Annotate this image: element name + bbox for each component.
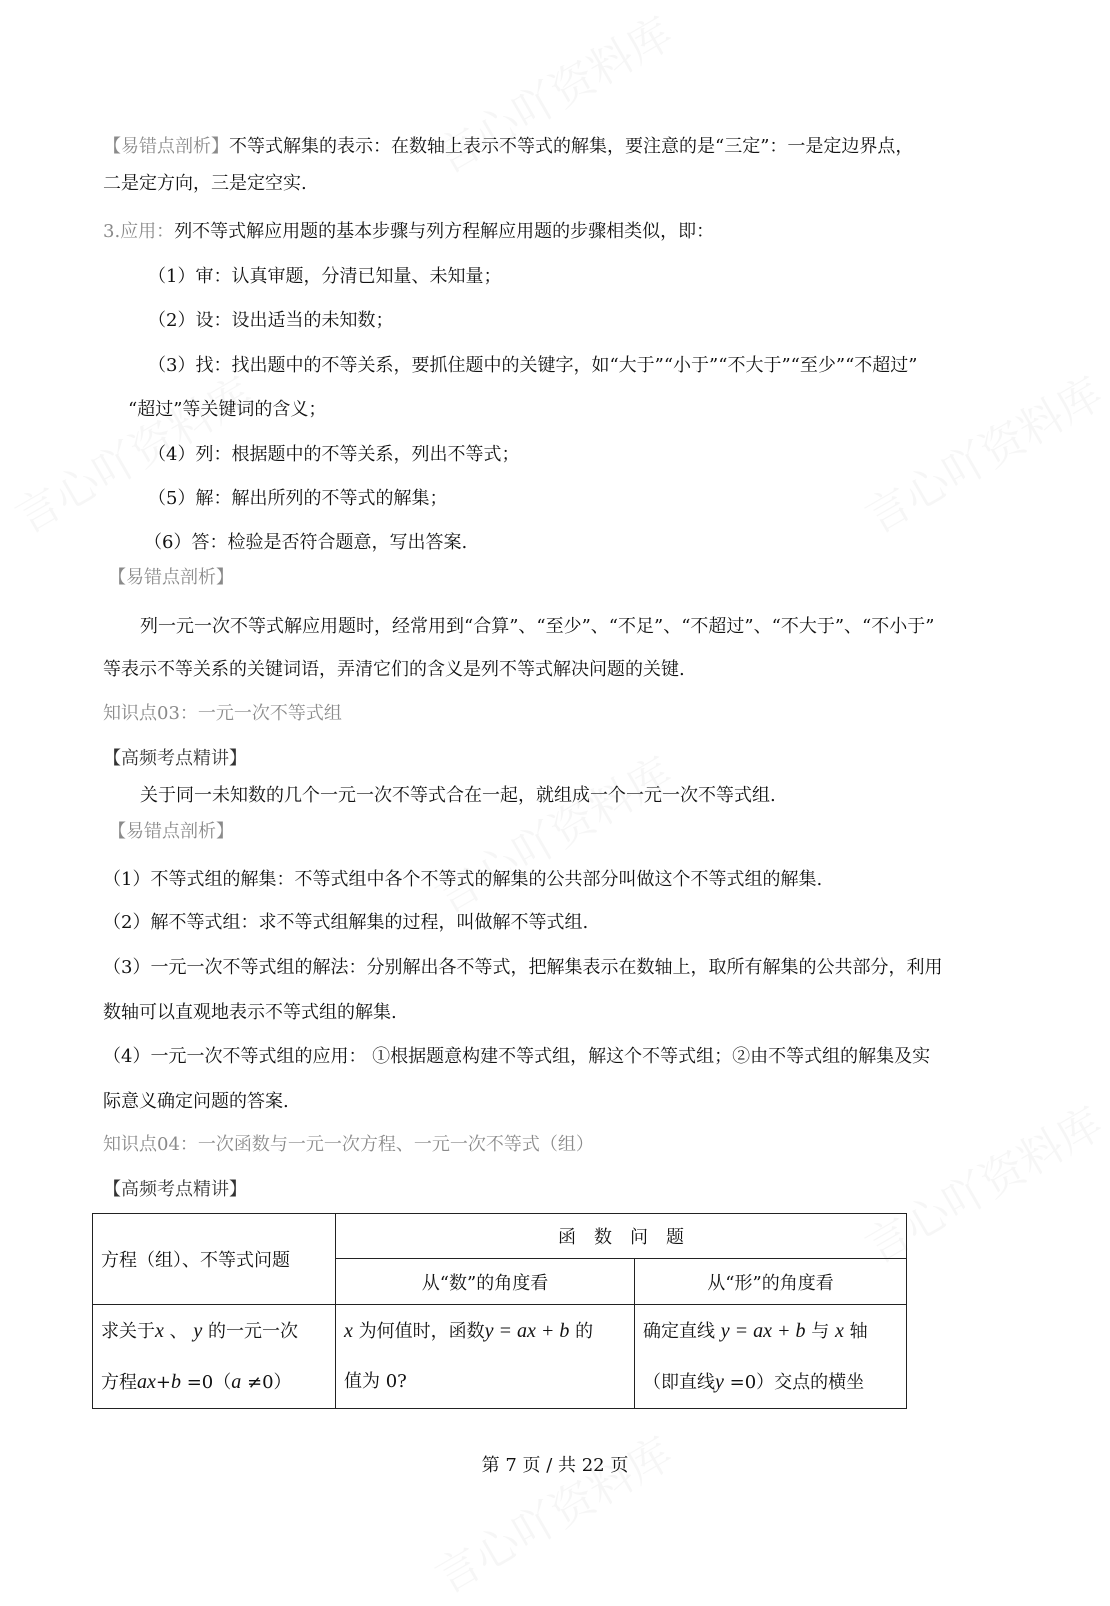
cell-text: 求关于	[101, 1320, 155, 1342]
cell-text: 轴	[849, 1320, 868, 1342]
text-line: 二是定方向，三是定空实.	[103, 173, 307, 194]
text-line	[103, 135, 913, 159]
line-text: 不等式解集的表示：在数轴上表示不等式的解集，要注意的是“三定”：一是定边界点，	[229, 136, 914, 157]
text-line: “超过”等关键词的含义；	[128, 399, 327, 420]
text-line: 数轴可以直观地表示不等式组的解集.	[103, 1002, 397, 1023]
text-line	[103, 220, 714, 244]
section-heading: 知识点03：一元一次不等式组	[103, 703, 342, 724]
cell-text: 方程	[101, 1371, 137, 1393]
watermark	[422, 1418, 683, 1605]
text-line: （3）一元一次不等式组的解法：分别解出各不等式，把解集表示在数轴上，取所有解集的公共部分，利用	[103, 957, 943, 978]
math: y = ax + b	[720, 1319, 806, 1342]
cell-text: 确定直线	[643, 1320, 715, 1342]
section-label: 【易错点剖析】	[103, 136, 229, 157]
cell-text: =0（	[186, 1371, 232, 1393]
math: y	[193, 1319, 203, 1342]
section-label: 3.应用：	[103, 221, 175, 242]
math: x	[834, 1319, 844, 1342]
table-cell	[336, 1305, 635, 1409]
cell-text: =0）交点的横坐	[729, 1371, 865, 1393]
table-cell	[635, 1305, 907, 1409]
page-footer: 第 7 页 / 共 22 页	[481, 1455, 629, 1476]
cell-text: ≠0）	[247, 1371, 292, 1393]
text-line: （2）设：设出适当的未知数；	[148, 310, 394, 331]
table-header: 从“形”的角度看	[635, 1259, 907, 1305]
watermark	[852, 358, 1110, 545]
text-line: （5）解：解出所列的不等式的解集；	[148, 488, 448, 509]
line-text: 列不等式解应用题的基本步骤与列方程解应用题的步骤相类似，即：	[174, 221, 715, 242]
section-label: 【高频考点精讲】	[103, 1179, 247, 1200]
text-line: （3）找：找出题中的不等关系，要抓住题中的关键字，如“大于”“小于”“不大于”“至少”“不超过”	[148, 355, 918, 376]
comparison-table	[92, 1213, 907, 1409]
math: x	[155, 1319, 164, 1342]
text-line: （4）列：根据题中的不等关系，列出不等式；	[148, 444, 520, 465]
table-cell	[93, 1305, 336, 1409]
cell-text: 值为 0?	[344, 1371, 407, 1392]
math: x	[344, 1320, 353, 1342]
text-line: （2）解不等式组：求不等式组解集的过程，叫做解不等式组.	[103, 912, 589, 933]
table-header: 从“数”的角度看	[336, 1259, 635, 1305]
table-header: 函 数 问 题	[336, 1214, 907, 1259]
math: +	[155, 1371, 171, 1393]
text-line: （1）审：认真审题，分清已知量、未知量；	[148, 266, 502, 287]
section-heading: 知识点04：一次函数与一元一次方程、一元一次不等式（组）	[103, 1134, 594, 1155]
text-line: （1）不等式组的解集：不等式组中各个不等式的解集的公共部分叫做这个不等式组的解集.	[103, 869, 823, 890]
math: b	[170, 1370, 181, 1393]
section-label: 【高频考点精讲】	[103, 748, 247, 769]
math: ax	[137, 1370, 156, 1393]
section-label: 【易错点剖析】	[108, 567, 234, 588]
text-line: （4）一元一次不等式组的应用： ①根据题意构建不等式组，解这个不等式组；②由不等式组的解集及实	[103, 1046, 931, 1067]
text-line: （6）答：检验是否符合题意，写出答案.	[144, 532, 468, 553]
math: y = ax + b	[484, 1320, 570, 1342]
text-line: 列一元一次不等式解应用题时，经常用到“合算”、“至少”、“不足”、“不超过”、“不大于”、“不小于”	[140, 616, 935, 637]
table-header: 方程（组）、不等式问题	[93, 1214, 336, 1305]
cell-text: 的	[575, 1321, 594, 1342]
math: y	[715, 1370, 724, 1393]
cell-text: 为何值时，函数	[358, 1321, 485, 1342]
math: a	[231, 1370, 242, 1393]
text-line: 际意义确定问题的答案.	[103, 1091, 289, 1112]
cell-text: （即直线	[643, 1371, 715, 1393]
cell-text: 与	[811, 1320, 830, 1342]
watermark	[422, 738, 683, 925]
section-label: 【易错点剖析】	[108, 821, 234, 842]
cell-text: 、	[169, 1320, 188, 1342]
text-line: 关于同一未知数的几个一元一次不等式合在一起，就组成一个一元一次不等式组.	[140, 785, 776, 806]
text-line: 等表示不等关系的关键词语，弄清它们的含义是列不等式解决问题的关键.	[103, 659, 685, 680]
cell-text: 的一元一次	[207, 1320, 298, 1342]
